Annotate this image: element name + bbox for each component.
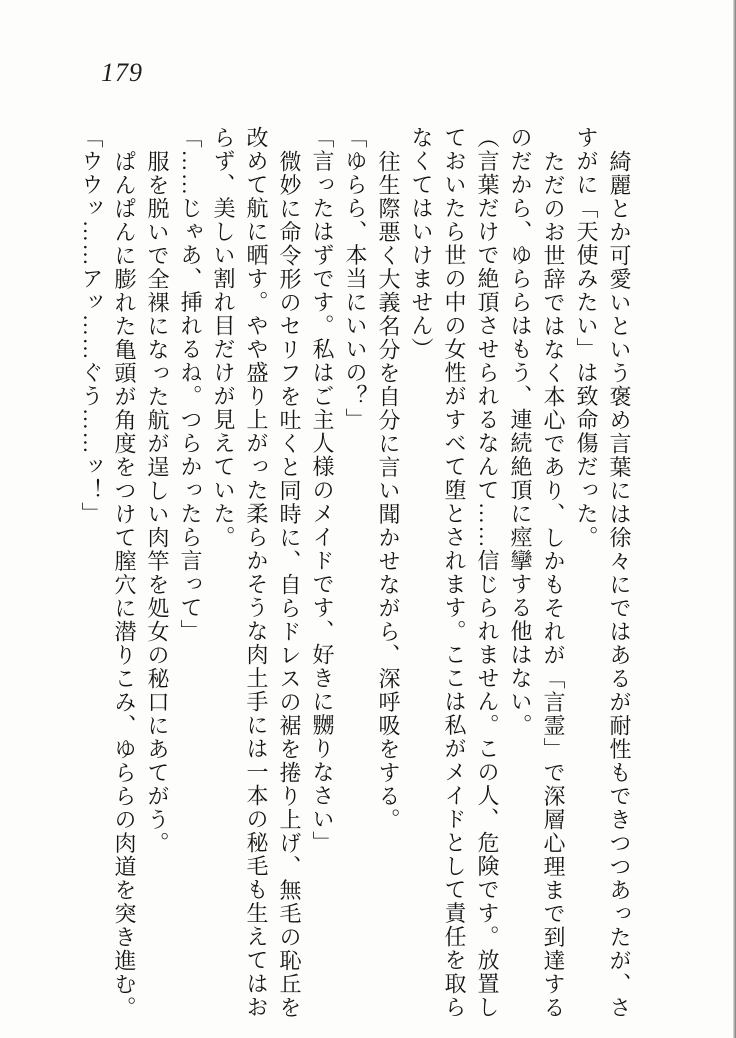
text-column: 往生際悪く大義名分を自分に言い聞かせながら、深呼吸をする。 xyxy=(376,149,401,831)
vertical-text-block xyxy=(75,126,636,1026)
text-column: 改めて航に晒す。やや盛り上がった柔らかそうな肉土手には一本の秘毛も生えてはお xyxy=(244,126,269,1019)
text-column: 「……じゃあ、挿れるね。つらかったら言って」 xyxy=(178,126,203,643)
page-number: 179 xyxy=(101,58,143,87)
text-column: （言葉だけで絶頂させられるなんて……信じられません。この人、危険です。放置し xyxy=(475,126,500,1019)
text-column: ぱんぱんに膨れた亀頭が角度をつけて膣穴に潜りこみ、ゆららの肉道を突き進む。 xyxy=(112,149,137,1019)
text-column: 微妙に命令形のセリフを吐くと同時に、自らドレスの裾を捲り上げ、無毛の恥丘を xyxy=(277,149,302,1019)
text-column: 「言ったはずです。私はご主人様のメイドです、好きに嬲りなさい」 xyxy=(310,126,335,855)
text-column: らず、美しい割れ目だけが見えていた。 xyxy=(211,126,236,549)
text-column: ただのお世辞ではなく本心であり、しかもそれが「言霊」で深層心理まで到達する xyxy=(541,149,566,1019)
text-column: なくてはいけません） xyxy=(409,126,434,361)
text-column: 「ウウッ……アッ……ぐう……ッ！」 xyxy=(79,126,104,526)
text-column: 服を脱いで全裸になった航が逞しい肉竿を処女の秘口にあてがう。 xyxy=(145,149,170,855)
text-column: 「ゆらら、本当にいいの？」 xyxy=(343,126,368,432)
text-column: のだから、ゆららはもう、連続絶頂に痙攣する他はない。 xyxy=(508,126,533,737)
text-column: ておいたら世の中の女性がすべて堕とされます。ここは私がメイドとして責任を取ら xyxy=(442,126,467,1019)
text-column: すがに「天使みたい」は致命傷だった。 xyxy=(574,126,599,549)
text-column: 綺麗とか可愛いという褒め言葉には徐々にではあるが耐性もできつつあったが、さ xyxy=(607,149,632,1019)
